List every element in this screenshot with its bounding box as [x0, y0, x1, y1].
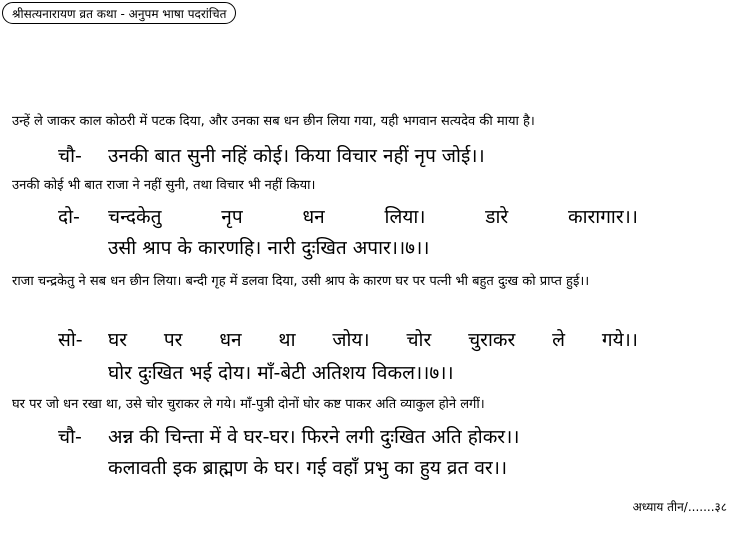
verse-3-line-1: घर पर धन था जोय। चोर चुराकर ले गये।।	[108, 329, 638, 351]
verse-2-line-1: चन्दकेतु नृप धन लिया। डारे कारागार।।	[108, 206, 638, 228]
prose-paragraph-2: उनकी कोई भी बात राजा ने नहीं सुनी, तथा विचार भी नहीं किया।	[12, 178, 316, 193]
verse-4-label: चौ-	[58, 426, 82, 448]
chapter-page-number: अध्याय तीन/.......३८	[632, 500, 727, 514]
verse-1-label: चौ-	[58, 145, 82, 167]
prose-paragraph-1: उन्हें ले जाकर काल कोठरी में पटक दिया, और उनका सब धन छीन लिया गया, यही भगवान सत्यदेव की माया है।	[12, 114, 535, 129]
verse-3-line-2: घोर दुःखित भई दोय। माँ-बेटी अतिशय विकल।।७।।	[108, 362, 454, 384]
prose-paragraph-4: घर पर जो धन रखा था, उसे चोर चुराकर ले गये। माँ-पुत्री दोनों घोर कष्ट पाकर अति व्याकुल होने लगीं।	[12, 397, 485, 412]
verse-2-label: दो-	[58, 206, 80, 228]
document-header-title: श्रीसत्यनारायण व्रत कथा - अनुपम भाषा पदरांचित	[2, 2, 236, 24]
prose-paragraph-3: राजा चन्द्रकेतु ने सब धन छीन लिया। बन्दी गृह में डलवा दिया, उसी श्राप के कारण घर पर पत्नी भी बहुत दुःख को प्राप्त हुई।।	[12, 274, 590, 289]
verse-1-line-1: उनकी बात सुनी नहिं कोई। किया विचार नहीं नृप जोई।।	[108, 145, 485, 167]
verse-4-line-1: अन्न की चिन्ता में वे घर-घर। फिरने लगी दुःखित अति होकर।।	[108, 426, 520, 448]
verse-2-line-2: उसी श्राप के कारणहि। नारी दुःखित अपार।।७।।	[108, 237, 430, 259]
verse-3-label: सो-	[58, 329, 83, 351]
verse-4-line-2: कलावती इक ब्राह्मण के घर। गई वहाँ प्रभु का हुय व्रत वर।।	[108, 457, 508, 479]
